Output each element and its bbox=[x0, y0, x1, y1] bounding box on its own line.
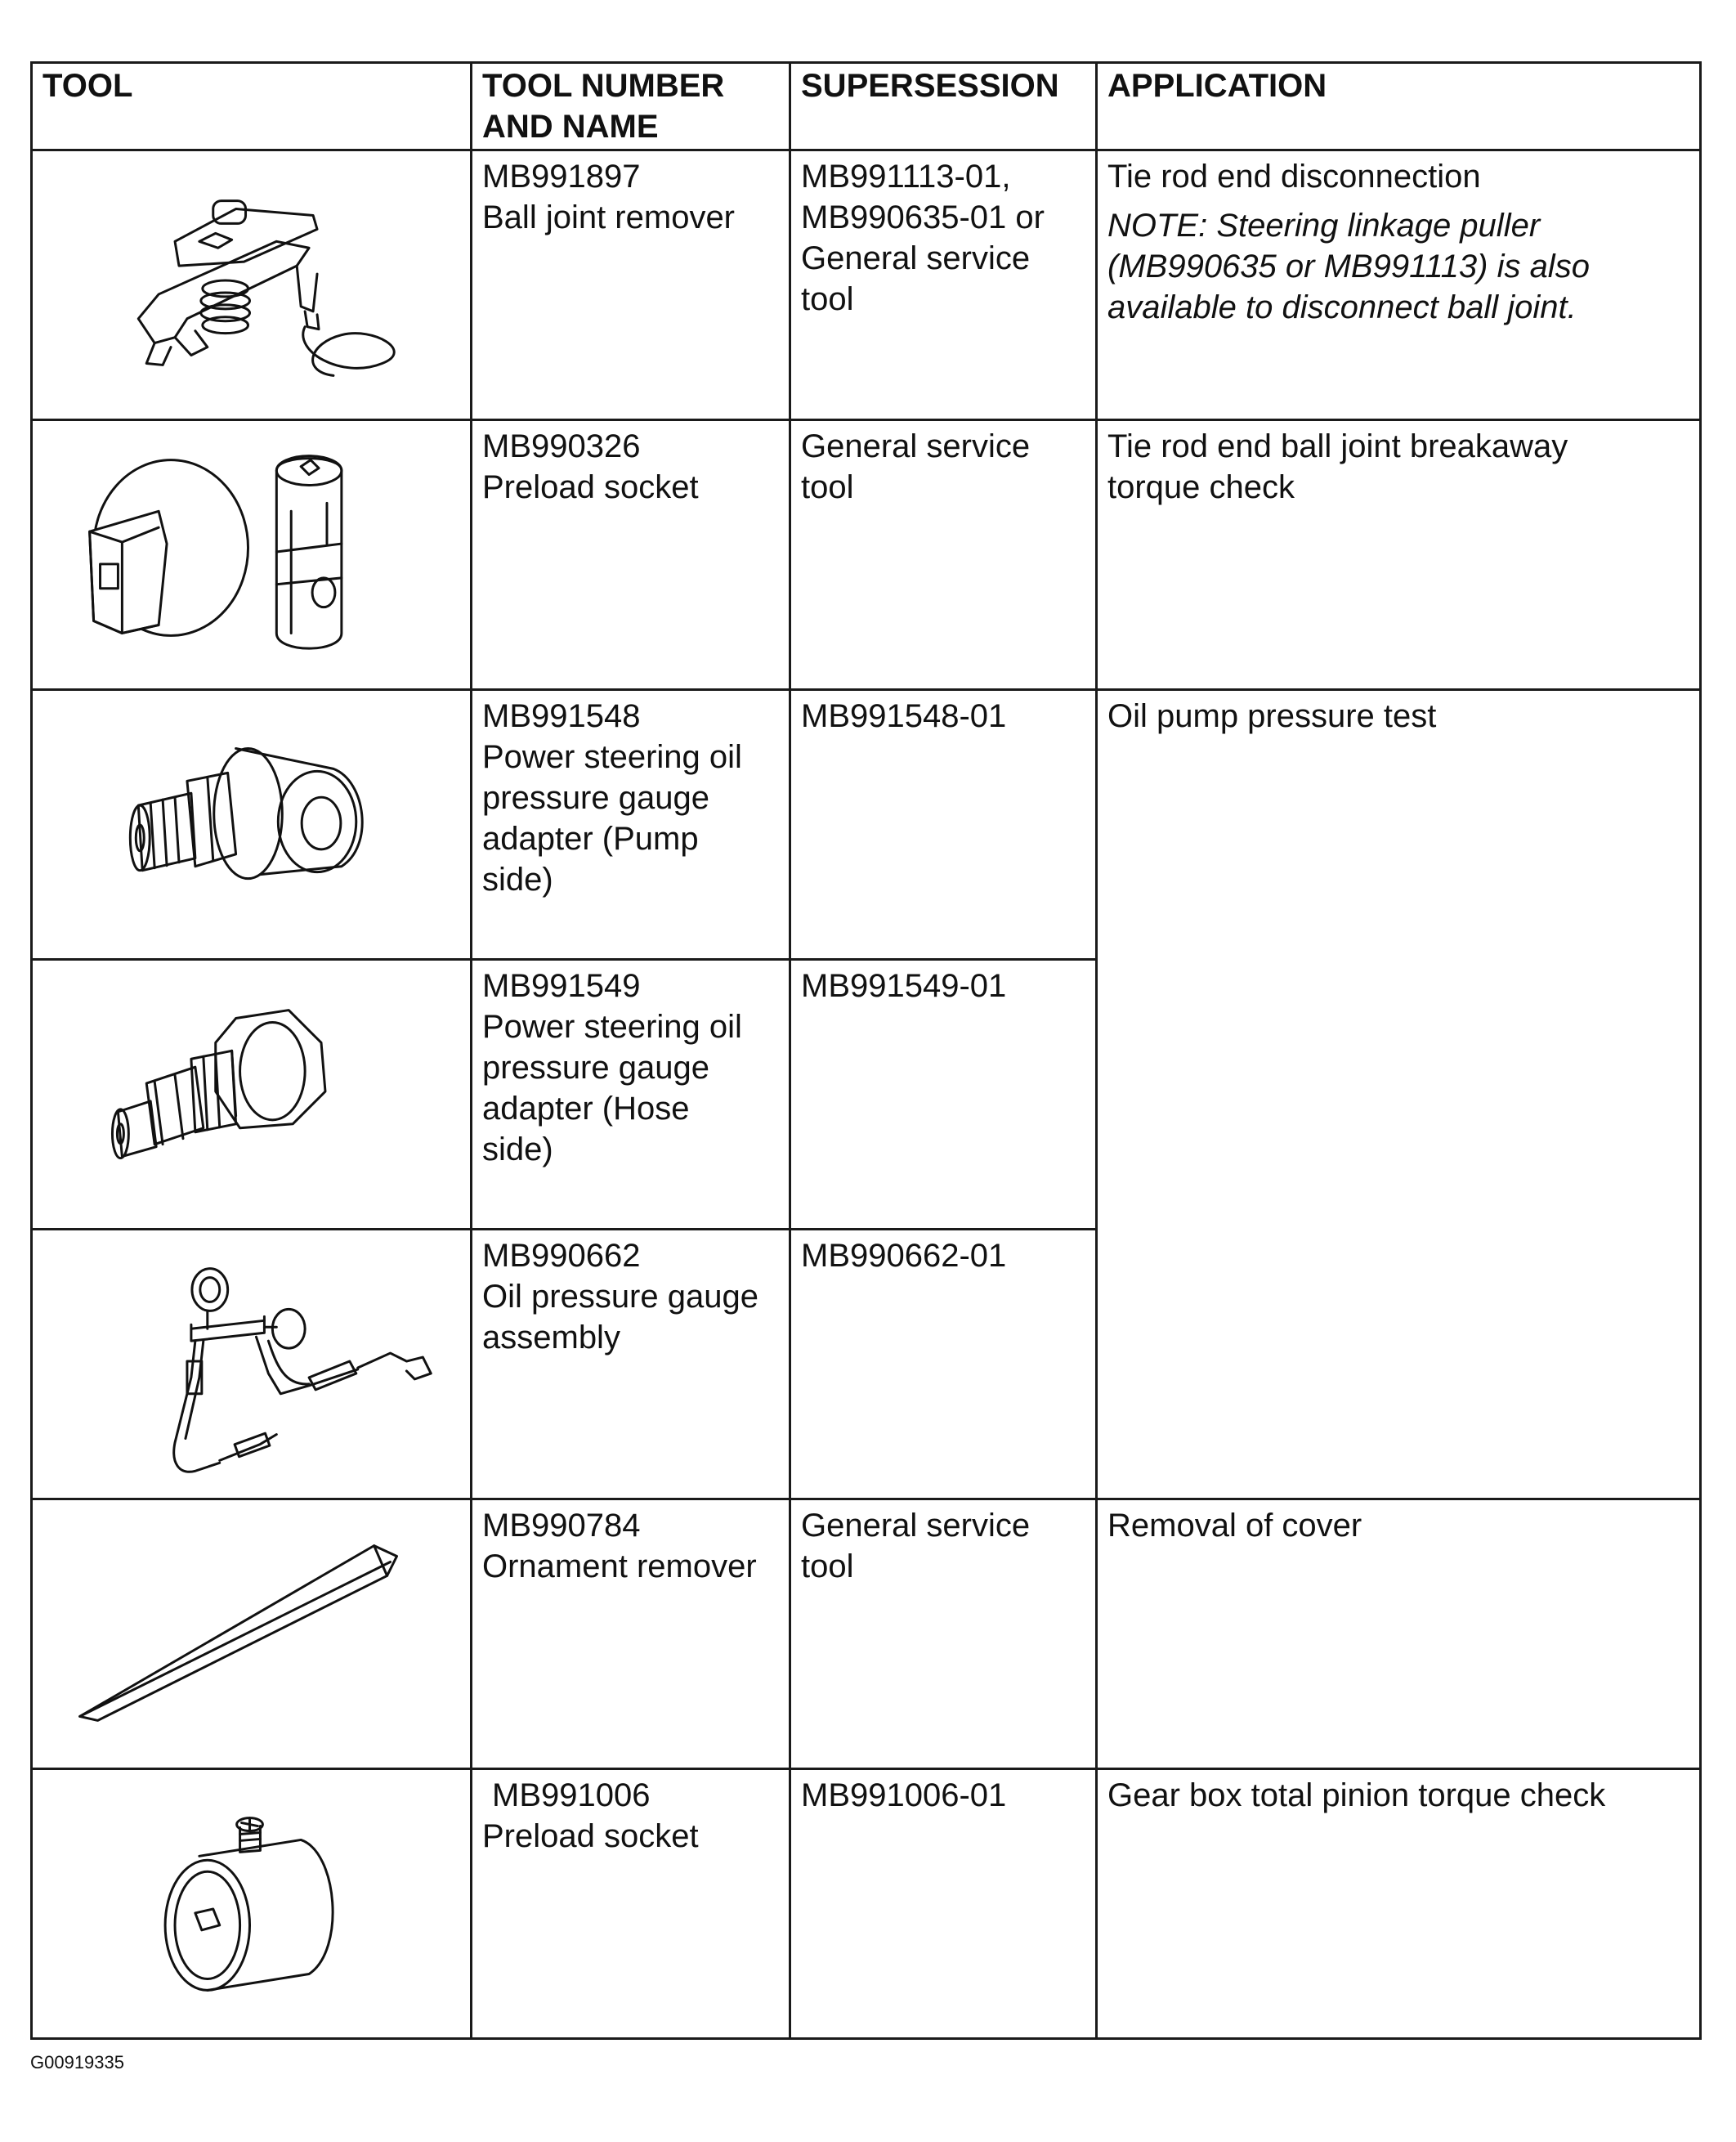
header-line: TOOL NUMBER bbox=[482, 68, 725, 104]
ornament-remover-icon bbox=[33, 1500, 470, 1768]
supersession-line: General service bbox=[801, 1508, 1031, 1544]
supersession-line: tool bbox=[801, 1548, 854, 1584]
supersession-line: tool bbox=[801, 281, 854, 317]
table-row bbox=[32, 420, 1701, 690]
tool-illustration-cell bbox=[32, 150, 472, 420]
supersession-line: MB991548-01 bbox=[801, 698, 1007, 734]
tool-number: MB990662 bbox=[482, 1238, 641, 1274]
tool-number-name-cell bbox=[472, 1769, 790, 2039]
tool-name-line: Power steering oil bbox=[482, 739, 742, 775]
application-cell bbox=[1097, 420, 1701, 690]
tool-illustration-cell bbox=[32, 690, 472, 960]
supersession-line: MB990662-01 bbox=[801, 1238, 1007, 1274]
application-cell bbox=[1097, 1499, 1701, 1769]
tool-name-line: side) bbox=[482, 1131, 553, 1167]
hose-side-adapter-icon bbox=[33, 961, 470, 1228]
tool-name-line: Preload socket bbox=[482, 1818, 699, 1854]
header-tool: TOOL bbox=[32, 63, 472, 150]
tool-number-name-cell bbox=[472, 150, 790, 420]
tool-number: MB991897 bbox=[482, 159, 641, 195]
preload-socket-icon bbox=[33, 421, 470, 688]
tool-number-name-cell bbox=[472, 1499, 790, 1769]
tool-illustration-cell bbox=[32, 420, 472, 690]
tool-name-line: Ball joint remover bbox=[482, 199, 736, 235]
supersession-cell bbox=[790, 420, 1097, 690]
tool-number-name-cell bbox=[472, 960, 790, 1230]
tool-number: MB991549 bbox=[482, 968, 641, 1004]
tool-name-line: pressure gauge bbox=[482, 780, 709, 816]
tool-number: MB990784 bbox=[482, 1508, 641, 1544]
ball-joint-remover-icon bbox=[33, 151, 470, 419]
application-line: Removal of cover bbox=[1107, 1508, 1362, 1544]
supersession-line: General service bbox=[801, 428, 1031, 464]
application-cell bbox=[1097, 150, 1701, 420]
supersession-line: MB991549-01 bbox=[801, 968, 1007, 1004]
tool-name-line: Power steering oil bbox=[482, 1009, 742, 1045]
tool-name-line: assembly bbox=[482, 1320, 620, 1356]
table-row bbox=[32, 1769, 1701, 2039]
supersession-cell bbox=[790, 1769, 1097, 2039]
supersession-line: MB990635-01 or bbox=[801, 199, 1045, 235]
tool-number-name-cell bbox=[472, 1230, 790, 1499]
tool-illustration-cell bbox=[32, 1769, 472, 2039]
table-row bbox=[32, 690, 1701, 960]
supersession-cell bbox=[790, 960, 1097, 1230]
application-note bbox=[1107, 205, 1689, 328]
application-line: torque check bbox=[1107, 469, 1295, 505]
header-line: AND NAME bbox=[482, 109, 659, 145]
table-header-row bbox=[32, 63, 1701, 150]
application-line: Oil pump pressure test bbox=[1107, 698, 1437, 734]
supersession-line: MB991006-01 bbox=[801, 1777, 1007, 1813]
header-supersession: SUPERSESSION bbox=[790, 63, 1097, 150]
header-tool-number-and-name bbox=[472, 63, 790, 150]
tool-number-name-cell bbox=[472, 690, 790, 960]
tool-name-line: adapter (Pump bbox=[482, 821, 699, 857]
application-line: Gear box total pinion torque check bbox=[1107, 1777, 1606, 1813]
pump-side-adapter-icon bbox=[33, 691, 470, 958]
header-application: APPLICATION bbox=[1097, 63, 1701, 150]
tool-name-line: adapter (Hose bbox=[482, 1091, 690, 1127]
tool-name-line: Preload socket bbox=[482, 469, 699, 505]
table-row bbox=[32, 150, 1701, 420]
supersession-cell bbox=[790, 150, 1097, 420]
tool-illustration-cell bbox=[32, 960, 472, 1230]
supersession-cell bbox=[790, 690, 1097, 960]
tool-name-line: Ornament remover bbox=[482, 1548, 757, 1584]
supersession-line: General service bbox=[801, 240, 1031, 276]
note-line: (MB990635 or MB991113) is also bbox=[1107, 249, 1590, 285]
tool-illustration-cell bbox=[32, 1230, 472, 1499]
preload-socket-screw-icon bbox=[33, 1770, 470, 2037]
supersession-line: tool bbox=[801, 469, 854, 505]
tool-number-name-cell bbox=[472, 420, 790, 690]
oil-pressure-gauge-assembly-icon bbox=[33, 1230, 470, 1498]
figure-code: G00919335 bbox=[30, 2052, 124, 2073]
supersession-cell bbox=[790, 1499, 1097, 1769]
note-line: available to disconnect ball joint. bbox=[1107, 289, 1577, 325]
table-row bbox=[32, 1499, 1701, 1769]
special-tools-table bbox=[30, 61, 1702, 2040]
note-line: NOTE: Steering linkage puller bbox=[1107, 208, 1541, 244]
supersession-cell bbox=[790, 1230, 1097, 1499]
application-cell bbox=[1097, 1769, 1701, 2039]
tool-name-line: Oil pressure gauge bbox=[482, 1279, 758, 1315]
application-line: Tie rod end disconnection bbox=[1107, 159, 1481, 195]
tool-illustration-cell bbox=[32, 1499, 472, 1769]
tool-number: MB991548 bbox=[482, 698, 641, 734]
tool-name-line: pressure gauge bbox=[482, 1050, 709, 1086]
tool-number: MB991006 bbox=[492, 1777, 651, 1813]
application-line: Tie rod end ball joint breakaway bbox=[1107, 428, 1568, 464]
tool-name-line: side) bbox=[482, 862, 553, 898]
application-cell bbox=[1097, 690, 1701, 1499]
supersession-line: MB991113-01, bbox=[801, 159, 1011, 195]
tool-number: MB990326 bbox=[482, 428, 641, 464]
